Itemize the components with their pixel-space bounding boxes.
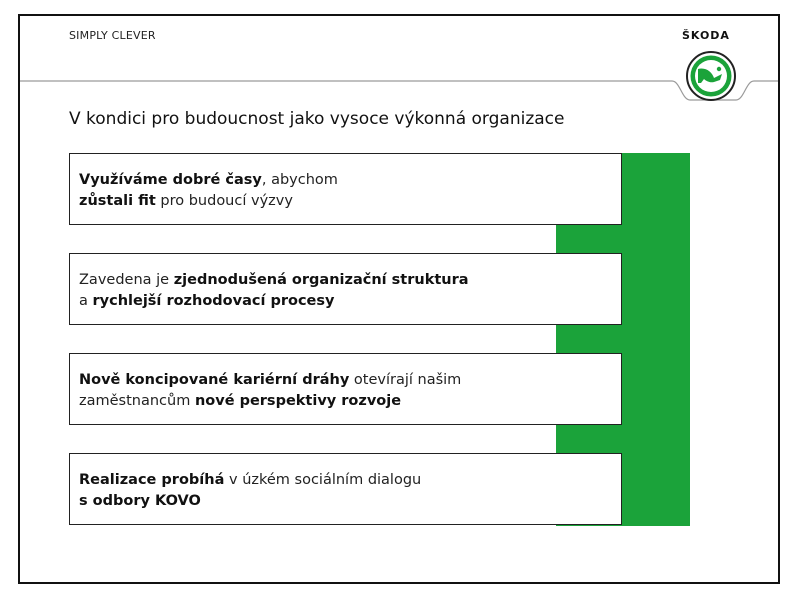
- card-text: a: [79, 293, 93, 309]
- slide: [18, 14, 780, 584]
- card-text-bold: rychlejší rozhodovací procesy: [92, 293, 335, 309]
- card-line-2: [79, 291, 613, 312]
- statement-card: [69, 353, 622, 425]
- card-text: v úzkém sociálním dialogu: [224, 472, 422, 488]
- brand-name: ŠKODA: [682, 29, 730, 42]
- card-text-bold: zjednodušená organizační struktura: [173, 272, 469, 288]
- card-text-bold: Realizace probíhá: [79, 472, 225, 488]
- card-line-2: [79, 491, 613, 512]
- card-text: otevírají našim: [349, 372, 462, 388]
- statement-card: [69, 253, 622, 325]
- card-text: pro budoucí výzvy: [155, 193, 293, 209]
- card-text: , abychom: [261, 172, 338, 188]
- card-text-bold: s odbory KOVO: [79, 493, 201, 509]
- slide-title: V kondici pro budoucnost jako vysoce výkonná organizace: [69, 109, 565, 129]
- tagline: SIMPLY CLEVER: [69, 29, 156, 42]
- skoda-logo-icon: [685, 50, 737, 102]
- statement-card: [69, 453, 622, 525]
- card-text: zaměstnancům: [79, 393, 195, 409]
- card-line-1: [79, 370, 613, 391]
- card-text: Zavedena je: [79, 272, 174, 288]
- card-line-1: [79, 170, 613, 191]
- statement-card: [69, 153, 622, 225]
- card-line-1: [79, 270, 613, 291]
- card-line-1: [79, 470, 613, 491]
- card-text-bold: nové perspektivy rozvoje: [194, 393, 402, 409]
- card-text-bold: Nově koncipované kariérní dráhy: [79, 372, 350, 388]
- card-line-2: [79, 391, 613, 412]
- card-text-bold: Využíváme dobré časy: [79, 172, 262, 188]
- card-line-2: [79, 191, 613, 212]
- card-text-bold: zůstali fit: [79, 193, 156, 209]
